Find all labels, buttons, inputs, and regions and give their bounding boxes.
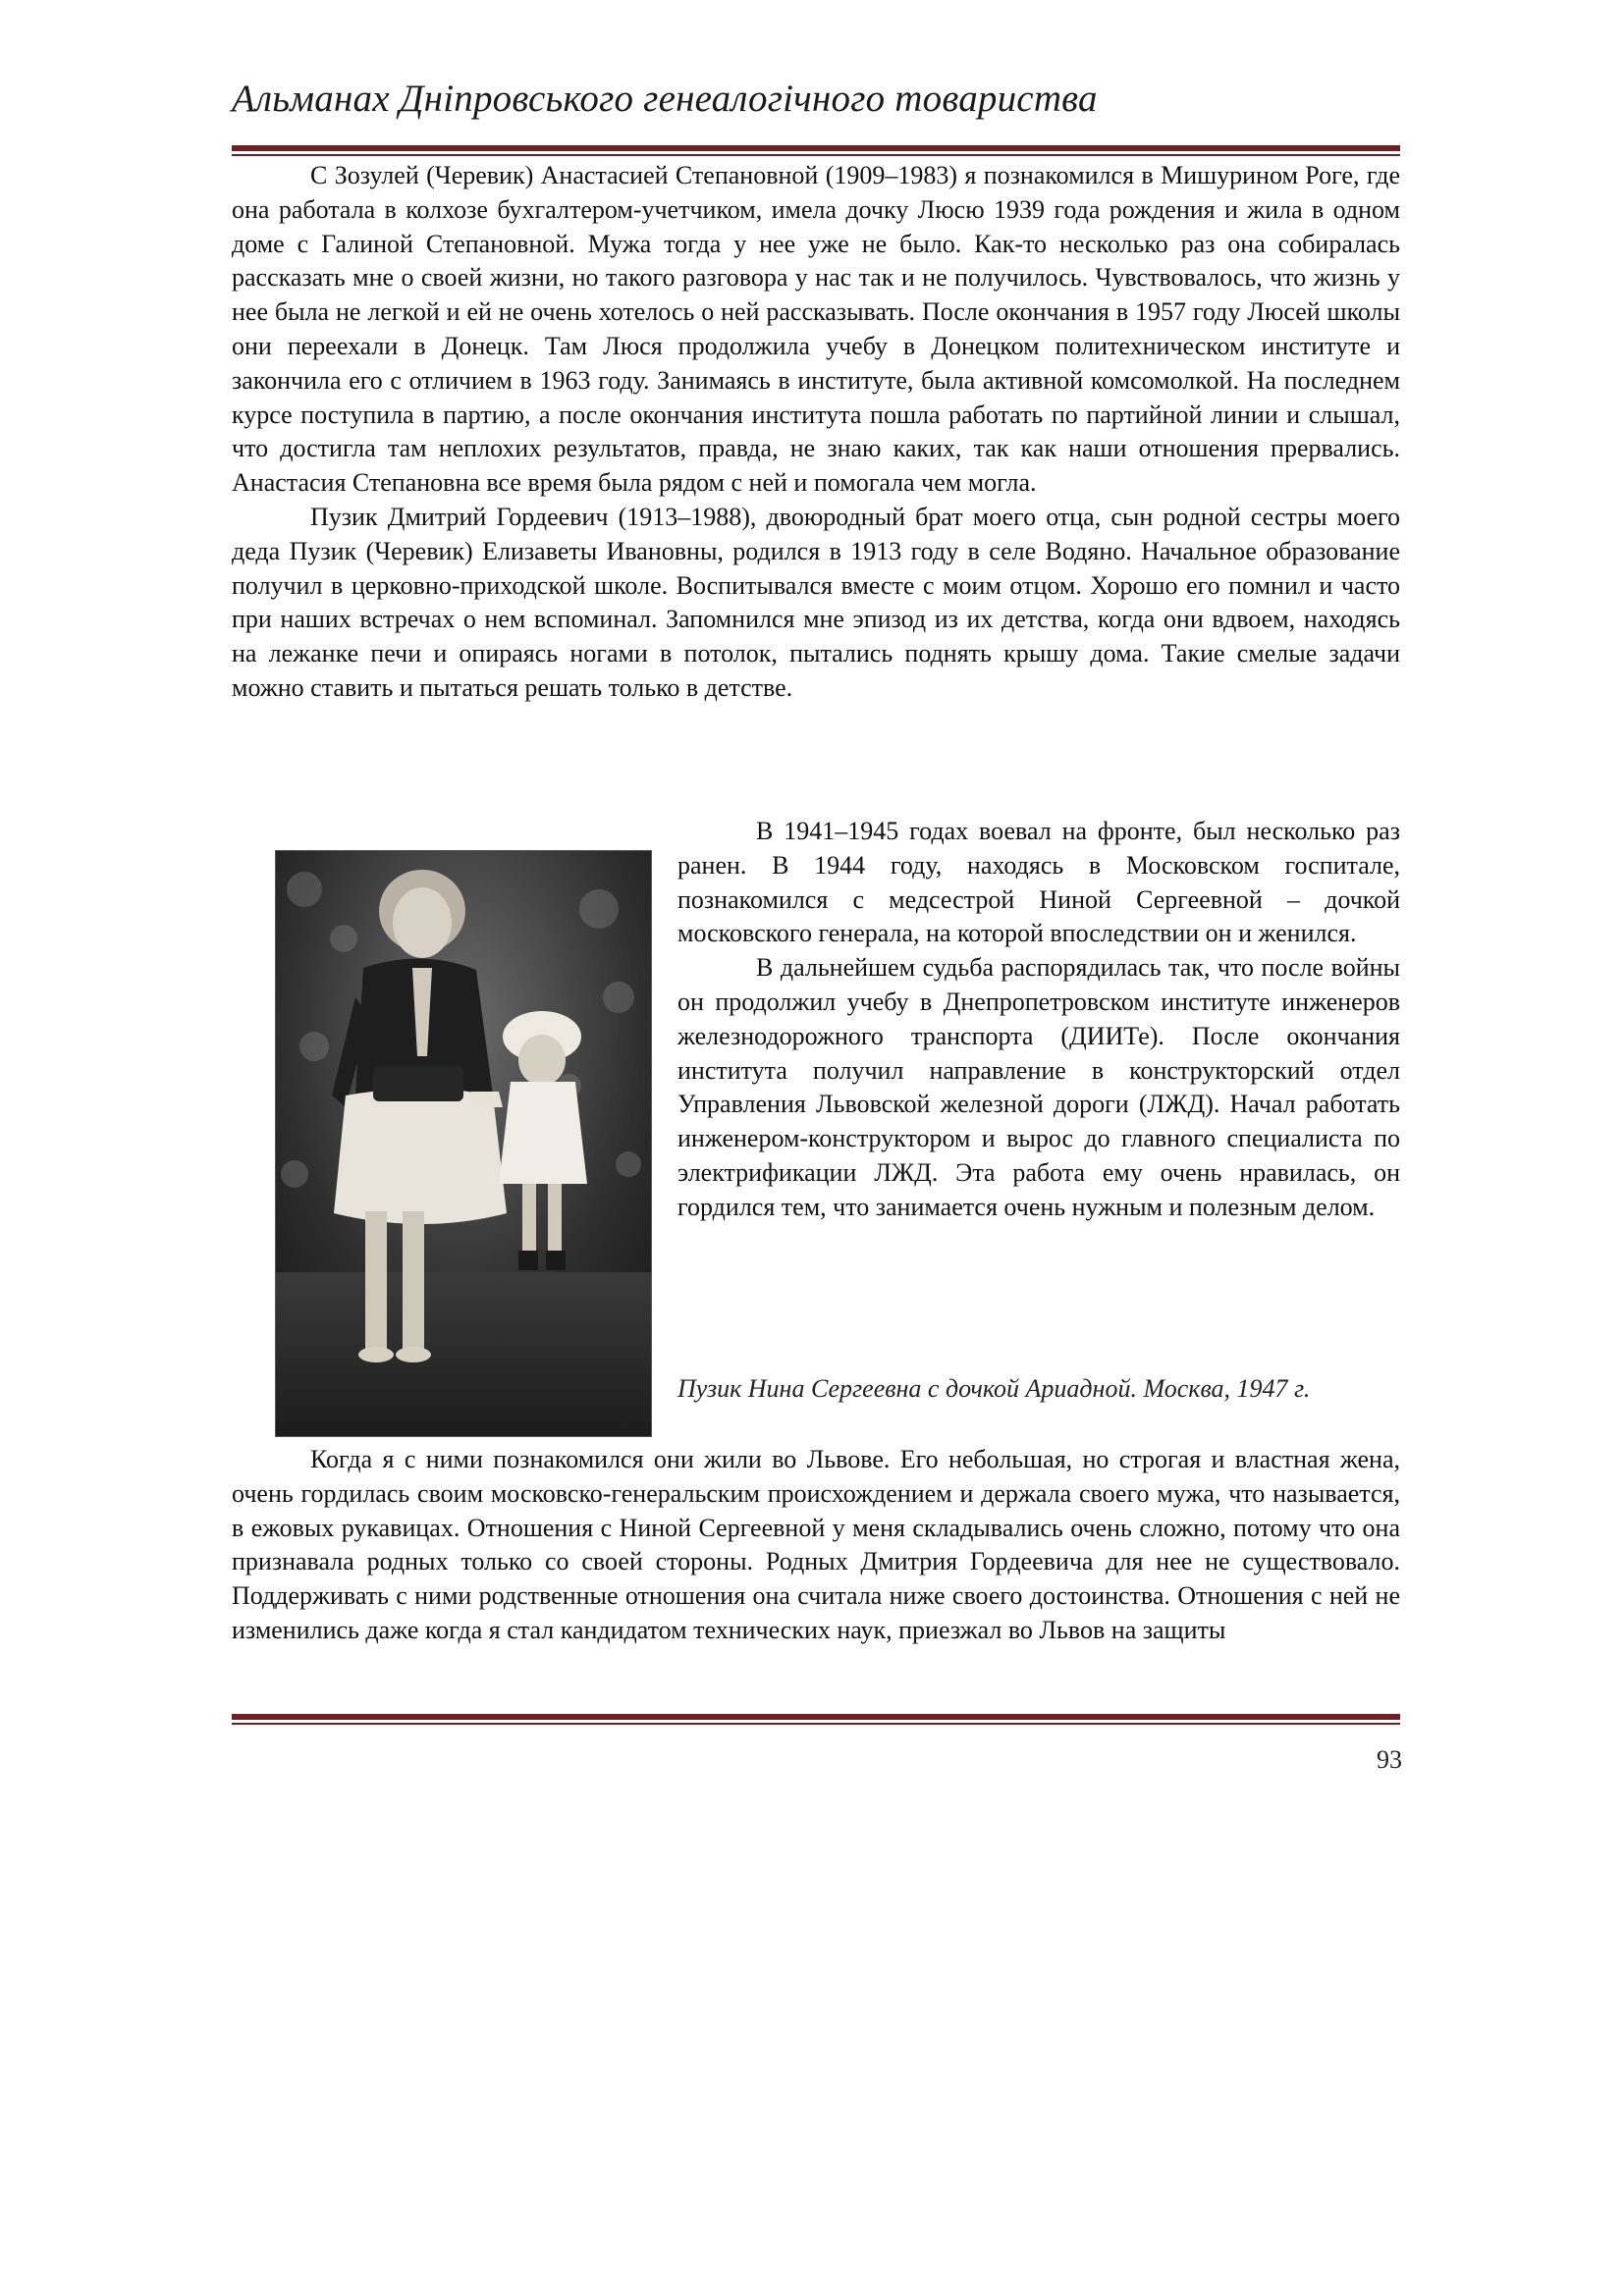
footer-rule: [232, 1714, 1400, 1725]
family-photo: [275, 850, 652, 1437]
header-rule-thin: [232, 154, 1400, 156]
footer-rule-thick: [232, 1714, 1400, 1720]
paragraph-zozulya: С Зозулей (Черевик) Анастасией Степановной (1909–1983) я познакомился в Мишурином Роге, где она работала в колхозе бухгалтером-учетчиком, имела дочку Люсю 1939 года рождения и жила в одном доме с Галиной Степановной. Мужа тогда у нее уже не было. Как-то несколько раз она собиралась рассказать мне о своей жизни, но такого разговора у нас так и не получилось. Чувствовалось, что жизнь у нее была не легкой и ей не очень хотелось о ней рассказывать. После окончания в 1957 году Люсей школы они переехали в Донецк. Там Люся продолжила учебу в Донецком политехническом институте и закончила его с отличием в 1963 году. Занимаясь в институте, была активной комсомолкой. На последнем курсе поступила в партию, а после окончания института пошла работать по партийной линии и слышал, что достигла там неплохих результатов, правда, не знаю каких, так как наши отношения прервались. Анастасия Степановна все время была рядом с ней и помогала чем могла.: [232, 161, 1400, 498]
photo-caption: Пузик Нина Сергеевна с дочкой Ариадной. Москва, 1947 г.: [677, 1374, 1311, 1403]
running-header-title: Альманах Дніпровського генеалогічного товариства: [232, 78, 1098, 120]
family-photo-illustration: [275, 850, 652, 1437]
page-number: 93: [1377, 1745, 1402, 1774]
header-rule: [232, 145, 1400, 156]
paragraph-puzik-intro: Пузик Дмитрий Гордеевич (1913–1988), двоюродный брат моего отца, сын родной сестры моего деда Пузик (Черевик) Елизаветы Ивановны, родился в 1913 году в селе Водяно. Начальное образование получил в церковно-приходской школе. Воспитывался вместе с моим отцом. Хорошо его помнил и часто при наших встречах о нем вспоминал. Запомнился мне эпизод из их детства, когда они вдвоем, находясь на лежанке печи и опираясь ногами в потолок, пытались поднять крышу дома. Такие смелые задачи можно ставить и пытаться решать только в детстве.: [232, 502, 1400, 702]
body-text-bottom: [232, 1443, 1400, 1648]
paragraph-war: В 1941–1945 годах воевал на фронте, был несколько раз ранен. В 1944 году, находясь в Московском госпитале, познакомился с медсестрой Ниной Сергеевной – дочкой московского генерала, на которой впоследствии он и женился.: [677, 817, 1400, 948]
body-text-side: [677, 815, 1400, 1225]
header-rule-thick: [232, 145, 1400, 151]
paragraph-career: В дальнейшем судьба распорядилась так, что после войны он продолжил учебу в Днепропетровском институте инженеров железнодорожного транспорта (ДИИТе). После окончания института получил направление в конструкторский отдел Управления Львовской железной дороги (ЛЖД). Начал работать инженером-конструктором и вырос до главного специалиста по электрификации ЛЖД. Эта работа ему очень нравилась, он гордился тем, что занимается очень нужным и полезным делом.: [677, 953, 1400, 1221]
body-text-top: [232, 159, 1400, 706]
paragraph-lviv: Когда я с ними познакомился они жили во Львове. Его небольшая, но строгая и властная жена, очень гордилась своим московско-генеральским происхождением и держала своего мужа, что называется, в ежовых рукавицах. Отношения с Ниной Сергеевной у меня складывались очень сложно, потому что она признавала родных только со своей стороны. Родных Дмитрия Гордеевича для нее не существовало. Поддерживать с ними родственные отношения она считала ниже своего достоинства. Отношения с ней не изменились даже когда я стал кандидатом технических наук, приезжал во Львов на защиты: [232, 1445, 1400, 1644]
footer-rule-thin: [232, 1723, 1400, 1725]
